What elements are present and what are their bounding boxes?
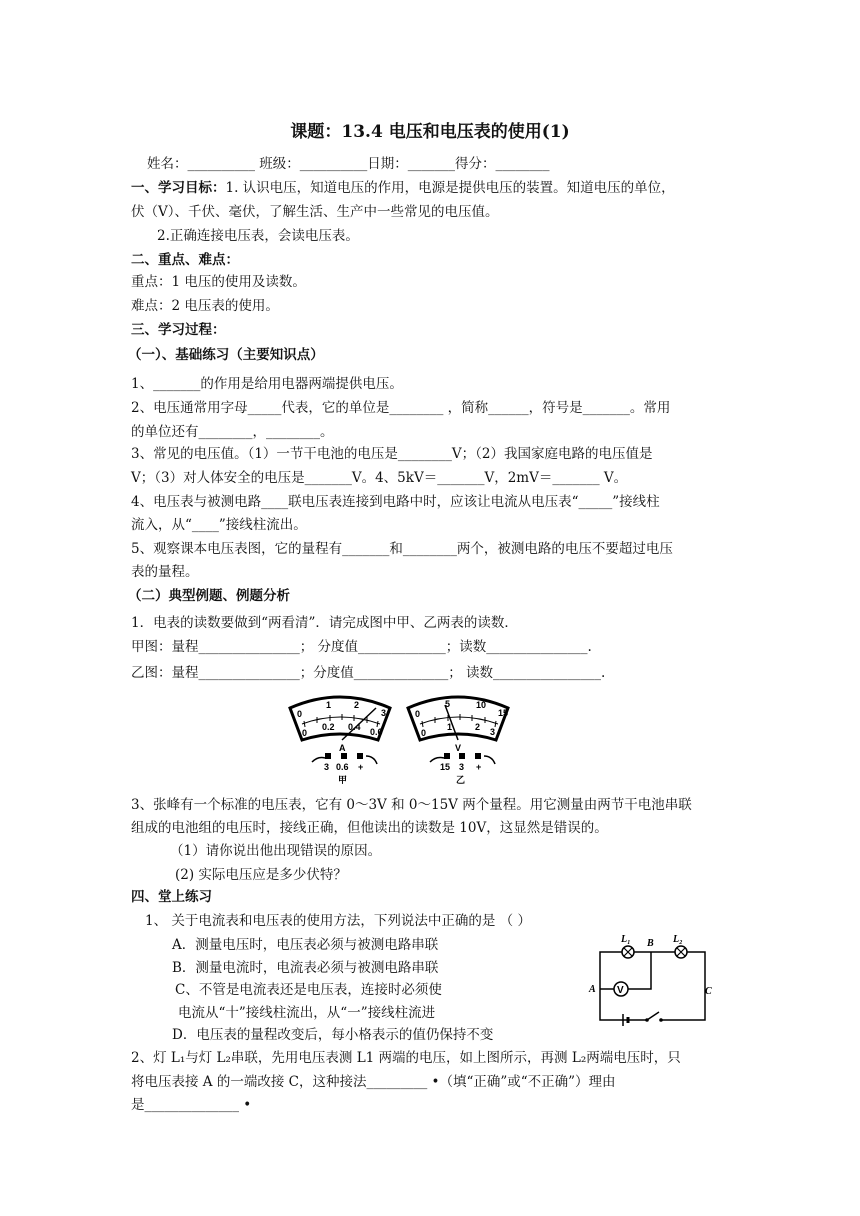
practice-1-option-d: D．电压表的量程改变后，每小格表示的值仍保持不变 <box>172 1027 494 1043</box>
ammeter-terminal-label: + <box>358 762 364 772</box>
section-2-heading: 二、重点、难点： <box>131 252 239 268</box>
section-1-heading: 一、学习目标： <box>131 180 226 196</box>
ammeter-bottom-tick: 0.2 <box>322 722 335 732</box>
voltmeter-letter: V <box>455 743 462 753</box>
practice-1: 1、 关于电流表和电压表的使用方法，下列说法中正确的是 （ ） <box>145 913 531 929</box>
label-l2: L₂ <box>673 934 683 945</box>
question-4-line-1: 4、电压表与被测电路____联电压表连接到电路中时，应该让电流从电压表“_____”接线柱 <box>131 494 660 510</box>
ammeter-top-tick: 2 <box>354 700 360 710</box>
label-l1: L₁ <box>621 934 631 945</box>
meters-figure <box>282 690 532 788</box>
voltmeter-terminals <box>444 753 481 759</box>
voltmeter-terminal-label: + <box>476 762 482 772</box>
question-3-line-2: V；（3）对人体安全的电压是_______V。4、5kV＝_______V，2mV＝_______ V。 <box>131 470 628 486</box>
example-3-line-1: 3、张峰有一个标准的电压表，它有 0～3V 和 0～15V 两个量程。用它测量由两节干电池串联 <box>131 797 692 813</box>
subsection-examples: （二）典型例题、例题分析 <box>128 588 290 604</box>
voltmeter-bottom-tick: 2 <box>475 722 481 732</box>
goals-line-2: 伏（V）、千伏、毫伏，了解生活、生产中一些常见的电压值。 <box>131 204 499 220</box>
question-2-line-2: 的单位还有________，________。 <box>131 424 334 440</box>
practice-2-line-3: 是______________ • <box>131 1097 252 1113</box>
ammeter-wire-right <box>366 756 377 764</box>
label-b: B <box>647 938 654 949</box>
ammeter-top-tick: 3 <box>381 708 387 718</box>
switch-icon <box>645 1012 663 1022</box>
practice-1-option-b: B．测量电流时，电流表必须与被测电路串联 <box>172 960 439 976</box>
voltmeter-top-tick: 15 <box>498 708 509 718</box>
practice-2-line-2: 将电压表接 A 的一端改接 C，这种接法_________ •（填“正确”或“不正确”）理由 <box>131 1074 616 1090</box>
circuit-diagram <box>585 932 720 1027</box>
voltmeter-caption: 乙 <box>456 775 466 785</box>
ammeter-bottom-tick: 0.6 <box>370 727 383 737</box>
voltmeter-symbol-icon <box>614 982 628 996</box>
voltmeter-yi <box>408 697 508 785</box>
question-2-line-1: 2、电压通常用字母_____代表，它的单位是________ ，简称______，符号是_______。常用 <box>131 400 671 416</box>
practice-2-line-1: 2、灯 L₁与灯 L₂串联，先用电压表测 L1 两端的电压，如上图所示，再测 L₂两端电压时，只 <box>131 1050 681 1066</box>
question-5-line-1: 5、观察课本电压表图，它的量程有_______和________两个，被测电路的电压不要超过电压 <box>131 541 673 557</box>
practice-1-option-c-line-2: 电流从“十”接线柱流出，从“一”接线柱流进 <box>178 1005 436 1021</box>
section-4-heading: 四、堂上练习 <box>131 889 212 905</box>
label-c: C <box>705 986 712 997</box>
ammeter-jia <box>290 697 390 785</box>
ammeter-terminal-label: 0.6 <box>336 762 349 772</box>
example-3-question-2: (2) 实际电压应是多少伏特？ <box>175 867 347 883</box>
practice-1-option-a: A．测量电压时，电压表必须与被测电路串联 <box>172 937 439 953</box>
practice-1-option-c-line-1: C、不管是电流表还是电压表，连接时必须使 <box>175 982 442 998</box>
section-3-heading: 三、学习过程： <box>131 322 226 338</box>
voltmeter-bottom-tick: 0 <box>421 728 427 738</box>
question-4-line-2: 流入，从“____”接线柱流出。 <box>131 517 307 533</box>
example-1-meter-a: 甲图：量程_______________； 分度值_____________；读数_______________. <box>131 639 592 655</box>
goals-line-1 <box>131 178 675 198</box>
lamp-l1-icon <box>622 946 634 958</box>
question-3-line-1: 3、常见的电压值。（1）一节干电池的电压是________V；（2）我国家庭电路的电压值是 <box>131 446 653 462</box>
ammeter-bottom-tick: 0.4 <box>348 722 361 732</box>
voltmeter-terminal-label: 3 <box>459 762 465 772</box>
student-info-line: 姓名：__________ 班级：__________日期：_______得分：________ <box>147 156 550 172</box>
ammeter-terminals <box>325 753 363 759</box>
example-3-line-2: 组成的电池组的电压时，接线正确，但他读出的读数是 10V，这显然是错误的。 <box>131 820 608 836</box>
voltmeter-top-tick: 0 <box>415 709 421 719</box>
ammeter-bottom-tick: 0 <box>302 728 308 738</box>
voltmeter-wire-right <box>484 756 495 764</box>
voltmeter-top-tick: 5 <box>445 699 451 709</box>
example-1: 1．电表的读数要做到“两看清”．请完成图中甲、乙两表的读数． <box>131 615 518 631</box>
ammeter-letter: A <box>339 743 346 753</box>
voltmeter-top-tick: 10 <box>476 700 487 710</box>
question-1: 1、_______的作用是给用电器两端提供电压。 <box>131 376 403 392</box>
voltmeter-symbol-letter: V <box>617 985 624 996</box>
ammeter-terminal-label: 3 <box>324 762 330 772</box>
question-5-line-2: 表的量程。 <box>131 564 199 580</box>
voltmeter-bottom-tick: 3 <box>490 727 496 737</box>
goals-line-3: 2.正确连接电压表，会读电压表。 <box>157 228 359 244</box>
ammeter-caption: 甲 <box>338 775 348 785</box>
goals-text-1: 1. 认识电压，知道电压的作用，电源是提供电压的装置。知道电压的单位， <box>225 180 675 196</box>
page-title: 课题：13.4 电压和电压表的使用(1) <box>290 122 570 142</box>
voltmeter-bottom-tick: 1 <box>447 722 453 732</box>
ammeter-top-tick: 0 <box>297 709 303 719</box>
ammeter-top-tick: 1 <box>326 700 332 710</box>
voltmeter-terminal-label: 15 <box>440 762 451 772</box>
lamp-l2-icon <box>675 946 687 958</box>
label-a: A <box>589 984 596 995</box>
subsection-basic-practice: （一）、基础练习（主要知识点） <box>128 347 324 363</box>
key-point-line: 重点：1 电压的使用及读数。 <box>131 274 306 290</box>
example-1-meter-b: 乙图：量程_______________；分度值______________； 读数________________. <box>131 665 606 681</box>
example-3-question-1: （1）请你说出他出现错误的原因。 <box>170 843 382 859</box>
difficulty-line: 难点：2 电压表的使用。 <box>131 298 279 314</box>
